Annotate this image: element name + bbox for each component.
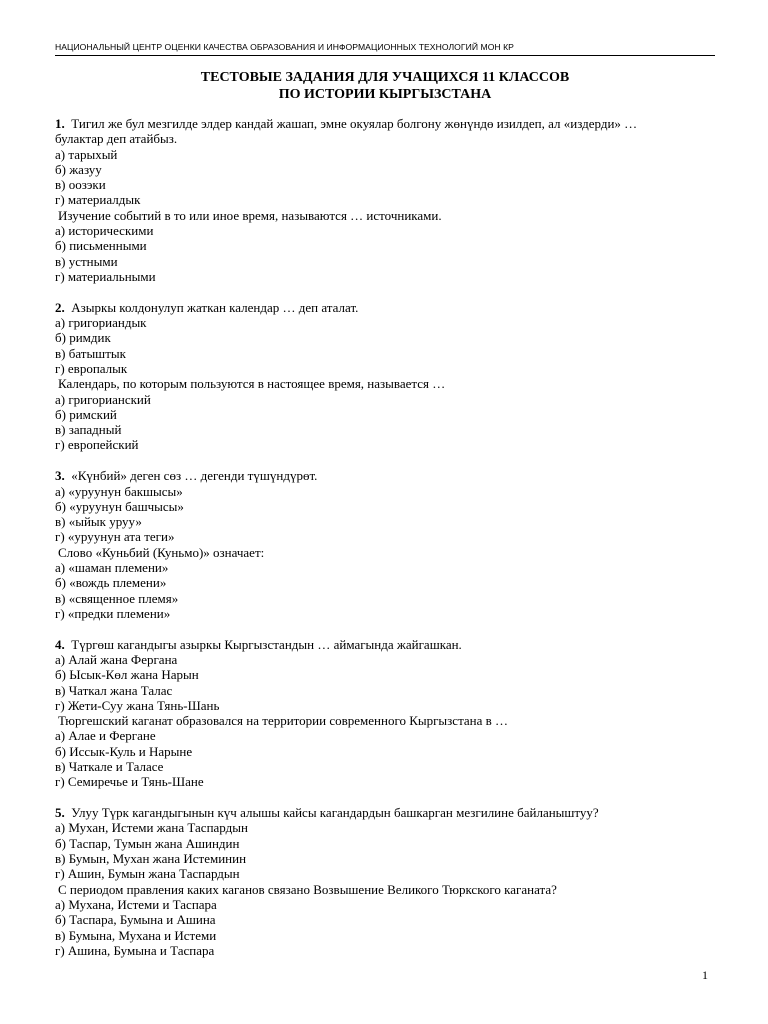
answer-option-ky: б) Таспар, Тумын жана Ашиндин: [55, 835, 240, 851]
answer-option-ky: в) Чаткал жана Талас: [55, 682, 173, 698]
answer-option-ru: а) Мухана, Истеми и Таспара: [55, 896, 217, 912]
question-prompt-ky: [55, 468, 715, 483]
question-number: 3.: [55, 468, 65, 484]
answer-option-ru: в) Чаткале и Таласе: [55, 759, 164, 775]
title-line-1: ТЕСТОВЫЕ ЗАДАНИЯ ДЛЯ УЧАЩИХСЯ 11 КЛАССОВ: [200, 70, 570, 85]
answer-option-ky: б) жазуу: [55, 161, 102, 177]
answer-option-ky: в) оозэки: [55, 177, 106, 193]
answer-option-ru: а) григорианский: [55, 391, 151, 407]
question-prompt-ky: [55, 805, 715, 820]
question-4: [55, 637, 715, 790]
question-prompt-ru: С периодом правления каких каганов связано Возвышение Великого Тюркского каганата?: [58, 881, 557, 897]
question-number: 5.: [55, 805, 65, 821]
question-number: 1.: [55, 116, 65, 131]
prompt-line: «Күнбий» деген сөз … дегенди түшүндүрөт.: [71, 468, 318, 484]
answer-option-ky: а) Мухан, Истеми жана Таспардын: [55, 820, 248, 836]
prompt-line: Түргөш кагандыгы азыркы Кыргызстандын … аймагында жайгашкан.: [71, 636, 462, 652]
answer-option-ru: г) Ашина, Бумына и Таспара: [55, 942, 215, 958]
prompt-line: Азыркы колдонулуп жаткан календар … деп аталат.: [71, 299, 359, 315]
answer-option-ky: в) Бумын, Мухан жана Истеминин: [55, 851, 247, 867]
prompt-line: булактар деп атайбыз.: [55, 131, 178, 147]
answer-option-ky: а) «уруунун бакшысы»: [55, 483, 183, 499]
answer-option-ky: в) «ыйык уруу»: [55, 514, 142, 530]
answer-option-ky: г) европалык: [55, 360, 128, 376]
answer-option-ru: а) историческими: [55, 223, 154, 239]
answer-option-ru: а) Алае и Фергане: [55, 728, 156, 744]
answer-option-ky: г) Ашин, Бумын жана Таспардын: [55, 866, 240, 882]
answer-option-ky: г) Жети-Суу жана Тянь-Шань: [55, 697, 220, 713]
question-prompt-ky: [55, 116, 715, 131]
question-number: 2.: [55, 299, 65, 315]
answer-option-ky: в) батыштык: [55, 345, 126, 361]
question-2: [55, 300, 715, 453]
page-header: НАЦИОНАЛЬНЫЙ ЦЕНТР ОЦЕНКИ КАЧЕСТВА ОБРАЗОВАНИЯ И ИНФОРМАЦИОННЫХ ТЕХНОЛОГИЙ МОН КР: [55, 42, 514, 52]
answer-option-ru: в) «священное племя»: [55, 590, 179, 606]
question-3: [55, 468, 715, 621]
answer-option-ru: б) Таспара, Бумына и Ашина: [55, 912, 216, 928]
question-5: [55, 805, 715, 958]
prompt-line: Улуу Түрк кагандыгынын күч алышы кайсы кагандардын башкарган мезгилине байланыштуу?: [71, 805, 599, 821]
answer-option-ru: а) «шаман племени»: [55, 560, 169, 576]
answer-option-ky: б) римдик: [55, 330, 111, 346]
answer-option-ky: а) григориандык: [55, 315, 147, 331]
prompt-line: Тигил же бул мезгилде элдер кандай жашап, эмне окуялар болгону жөнүндө изилдеп, ал «издерди» …: [71, 116, 638, 131]
question-prompt-ru: Изучение событий в то или иное время, называются … источниками.: [58, 207, 442, 223]
page-number: 1: [702, 968, 708, 982]
question-prompt-ru: Тюргешский каганат образовался на территории современного Кыргызстана в …: [58, 713, 509, 729]
question-prompt-ru: Слово «Куньбий (Куньмо)» означает:: [58, 544, 265, 560]
answer-option-ru: б) «вождь племени»: [55, 575, 167, 591]
answer-option-ru: в) устными: [55, 253, 118, 269]
question-number: 4.: [55, 636, 65, 652]
answer-option-ru: в) западный: [55, 422, 122, 438]
question-prompt-ru: Календарь, по которым пользуются в настоящее время, называется …: [58, 376, 446, 392]
answer-option-ru: б) Иссык-Куль и Нарыне: [55, 743, 193, 759]
answer-option-ky: б) «уруунун башчысы»: [55, 498, 184, 514]
answer-option-ru: г) Семиречье и Тянь-Шане: [55, 774, 204, 790]
answer-option-ru: б) письменными: [55, 238, 147, 254]
answer-option-ru: г) «предки племени»: [55, 605, 171, 621]
answer-option-ru: б) римский: [55, 406, 117, 422]
page-title: [55, 69, 715, 103]
question-prompt-ky: [55, 300, 715, 315]
answer-option-ky: а) Алай жана Фергана: [55, 652, 178, 667]
question-prompt-ky: [55, 637, 715, 652]
answer-option-ky: г) материалдык: [55, 192, 141, 208]
answer-option-ru: г) материальными: [55, 268, 156, 284]
answer-option-ru: г) европейский: [55, 437, 139, 453]
answer-option-ru: в) Бумына, Мухана и Истеми: [55, 927, 217, 943]
question-1: [55, 116, 715, 284]
header-divider: [55, 55, 715, 56]
question-list: [55, 116, 715, 974]
answer-option-ky: г) «уруунун ата теги»: [55, 529, 175, 545]
answer-option-ky: а) тарыхый: [55, 146, 118, 162]
title-line-2: ПО ИСТОРИИ КЫРГЫЗСТАНА: [278, 87, 492, 102]
answer-option-ky: б) Ысык-Көл жана Нарын: [55, 667, 199, 683]
